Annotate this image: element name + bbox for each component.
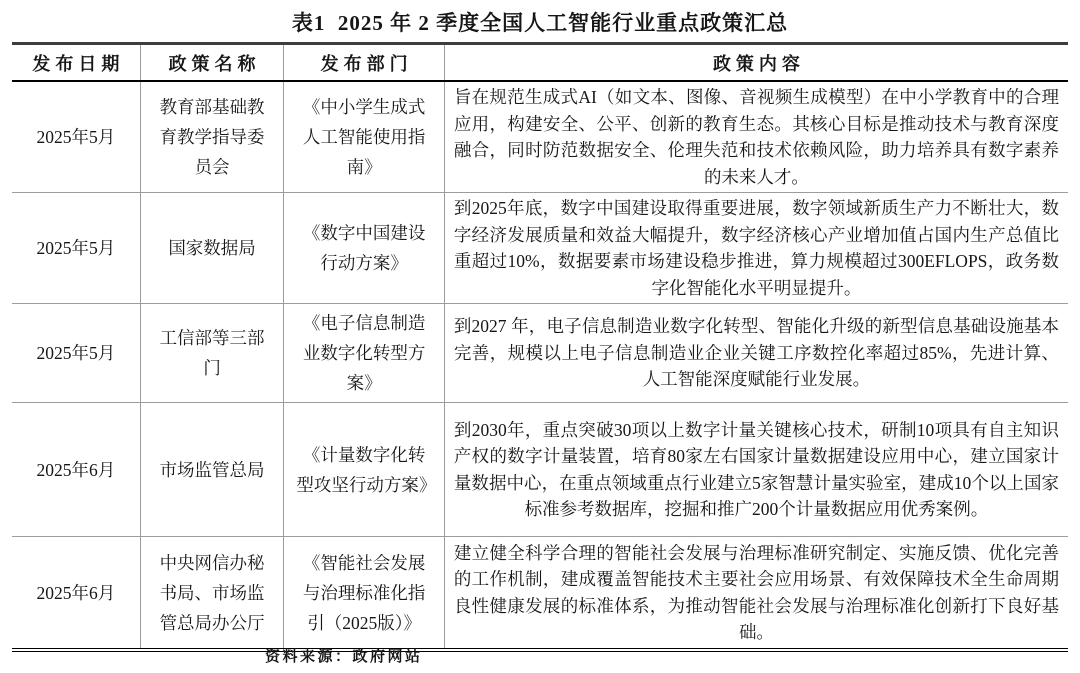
policy-table — [12, 42, 1068, 652]
column-header-policy-content: 政策内容 — [444, 45, 1068, 80]
cell-publish-department: 《电子信息制造业数字化转型方案》 — [283, 304, 444, 402]
cell-policy-content — [444, 304, 1068, 402]
cell-publish-date: 2025年5月 — [36, 127, 116, 147]
column-header-publish-department: 发布部门 — [283, 45, 444, 80]
cell-publish-department: 《计量数字化转型攻坚行动方案》 — [283, 403, 444, 536]
cell-publish-date: 2025年5月 — [36, 238, 116, 258]
policy-content-text: 到2027 年，电子信息制造业数字化转型、智能化升级的新型信息基础设施基本完善，规模以上电子信息制造业企业关键工序数控化率超过85%，先进计算、人工智能深度赋能行业发展。 — [453, 316, 1059, 390]
cell-publish-department: 《中小学生成式人工智能使用指南》 — [283, 82, 444, 192]
cell-policy-content — [444, 193, 1068, 303]
column-header-publish-date: 发布日期 — [32, 53, 125, 74]
policy-content-text: 到2030年，重点突破30项以上数字计量关键核心技术，研制10项具有自主知识产权的数字计量装置，培育80家左右国家计量数据建设应用中心，建立国家计量数据中心，在重点领域重点行业建立5家智慧计量实验室，建成10个以上国家标准参考数据库，挖掘和推广200个计量数据应用优秀案例。 — [453, 419, 1059, 519]
cell-policy-name: 中央网信办秘书局、市场监管总局办公厅 — [140, 537, 284, 648]
cell-policy-content — [444, 537, 1068, 648]
cell-policy-name: 国家数据局 — [140, 193, 284, 303]
table-row — [12, 192, 1068, 303]
cell-publish-date: 2025年6月 — [36, 459, 116, 480]
cell-policy-content — [444, 82, 1068, 192]
column-header-policy-name: 政策名称 — [140, 45, 284, 80]
cell-policy-name: 市场监管总局 — [140, 403, 284, 536]
policy-content-text: 到2025年底，数字中国建设取得重要进展，数字领域新质生产力不断壮大，数字经济发展质量和效益大幅提升，数字经济核心产业增加值占国内生产总值比重超过10%，数据要素市场建设稳步推进，算力规模超过300EFLOPS，政务数字化智能化水平明显提升。 — [453, 198, 1059, 298]
table-row — [12, 402, 1068, 536]
policy-content-text: 建立健全科学合理的智能社会发展与治理标准研究制定、实施反馈、优化完善的工作机制，建成覆盖智能技术主要社会应用场景、有效保障技术全生命周期良性健康发展的标准体系，为推动智能社会发展与治理标准化创新打下良好基础。 — [453, 542, 1059, 642]
cell-publish-department: 《数字中国建设行动方案》 — [283, 193, 444, 303]
cell-policy-name: 工信部等三部门 — [140, 304, 284, 402]
cell-publish-date: 2025年5月 — [36, 343, 116, 363]
cell-publish-date: 2025年6月 — [36, 582, 116, 603]
table-row — [12, 303, 1068, 402]
table-header-row — [12, 45, 1068, 82]
table-row — [12, 536, 1068, 648]
cell-policy-content — [444, 403, 1068, 536]
policy-content-text: 旨在规范生成式AI（如文本、图像、音视频生成模型）在中小学教育中的合理应用，构建安全、公平、创新的教育生态。其核心目标是推动技术与教育深度融合，同时防范数据安全、伦理失范和技术依赖风险，助力培养具有数字素养的未来人才。 — [453, 87, 1059, 187]
page-title: 表1 2025 年 2 季度全国人工智能行业重点政策汇总 — [291, 11, 789, 35]
table-row — [12, 82, 1068, 192]
cell-publish-department: 《智能社会发展与治理标准化指引（2025版）》 — [283, 537, 444, 648]
data-source-note: 资料来源：政府网站 — [265, 649, 423, 665]
cell-policy-name: 教育部基础教育教学指导委员会 — [140, 82, 284, 192]
